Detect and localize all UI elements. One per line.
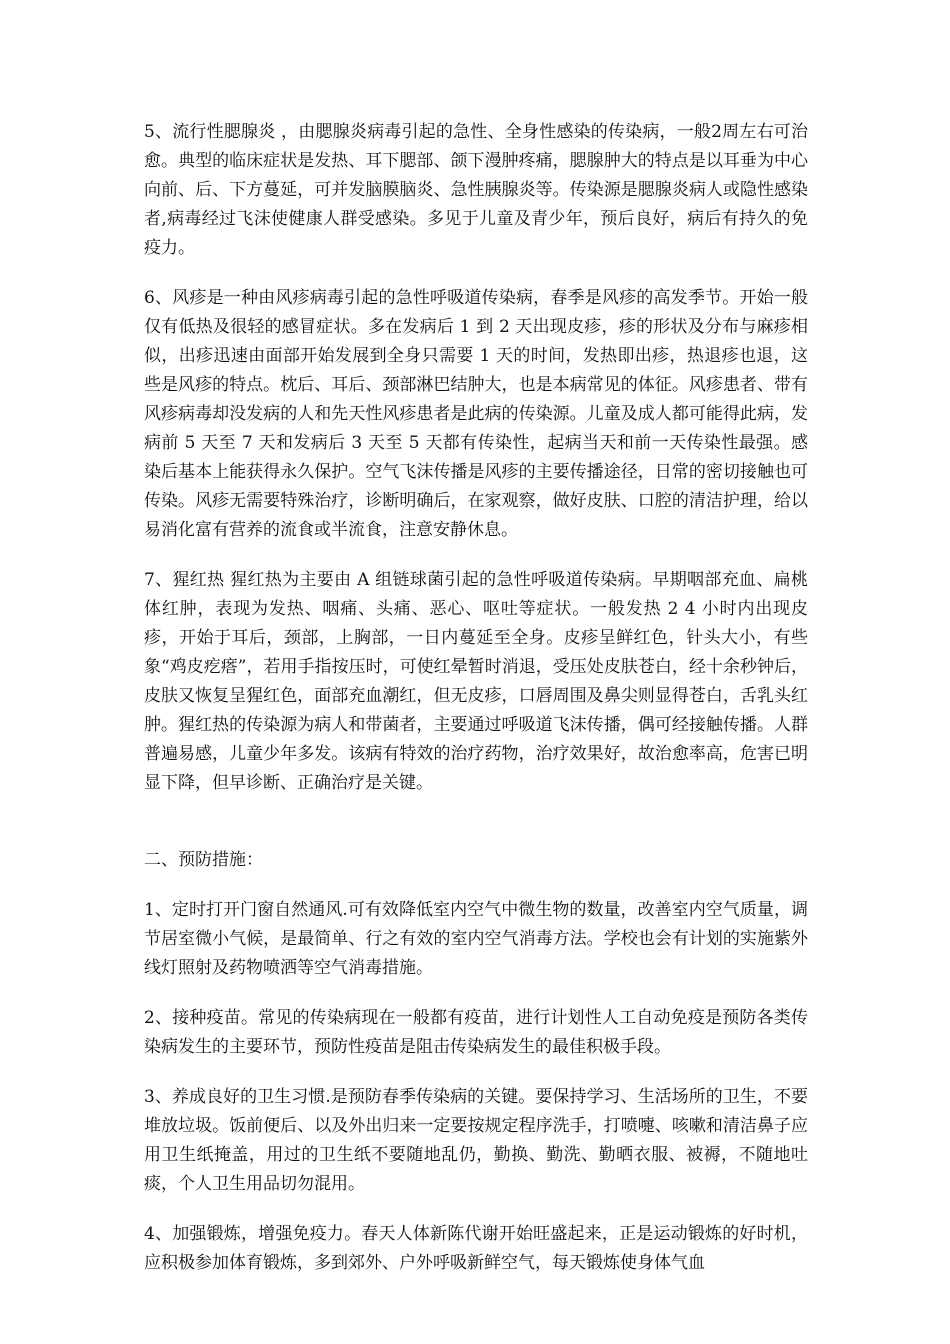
paragraph-scarlet-fever: 7、猩红热 猩红热为主要由 A 组链球菌引起的急性呼吸道传染病。早期咽部充血、扁桃体红肿，表现为发热、咽痛、头痛、恶心、呕吐等症状。一般发热 2 4 小时内出现皮疹，开始于耳后，颈部，上胸部，一日内蔓延至全身。皮疹呈鲜红色，针头大小，有些象“鸡皮疙瘩”，若用手指按压时，可使红晕暂时消退，受压处皮肤苍白，经十余秒钟后，皮肤又恢复呈猩红色，面部充血潮红，但无皮疹，口唇周围及鼻尖则显得苍白，舌乳头红肿。猩红热的传染源为病人和带菌者，主要通过呼吸道飞沫传播，偶可经接触传播。人群普遍易感，儿童少年多发。该病有特效的治疗药物，治疗效果好，故治愈率高，危害已明显下降，但早诊断、正确治疗是关键。 [144, 570, 808, 793]
measure-exercise: 4、加强锻炼，增强免疫力。春天人体新陈代谢开始旺盛起来，正是运动锻炼的好时机，应积极参加体育锻炼，多到郊外、户外呼吸新鲜空气，每天锻炼使身体气血 [144, 1224, 808, 1273]
document-page [144, 118, 808, 1299]
paragraph-mumps: 5、流行性腮腺炎 ，由腮腺炎病毒引起的急性、全身性感染的传染病，一般2周左右可治愈。典型的临床症状是发热、耳下腮部、颌下漫肿疼痛，腮腺肿大的特点是以耳垂为中心向前、后、下方蔓延，可并发脑膜脑炎、急性胰腺炎等。传染源是腮腺炎病人或隐性感染者,病毒经过飞沫使健康人群受感染。多见于儿童及青少年，预后良好，病后有持久的免疫力。 [144, 122, 808, 258]
measure-vaccination: 2、接种疫苗。常见的传染病现在一般都有疫苗，进行计划性人工自动免疫是预防各类传染病发生的主要环节，预防性疫苗是阻击传染病发生的最佳积极手段。 [144, 1008, 808, 1057]
section-heading-prevention: 二、预防措施： [144, 850, 263, 870]
paragraph-rubella: 6、风疹是一种由风疹病毒引起的急性呼吸道传染病，春季是风疹的高发季节。开始一般仅有低热及很轻的感冒症状。多在发病后 1 到 2 天出现皮疹，疹的形状及分布与麻疹相似，出疹迅速由面部开始发展到全身只需要 1 天的时间，发热即出疹，热退疹也退，这些是风疹的特点。枕后、耳后、颈部淋巴结肿大，也是本病常见的体征。风疹患者、带有风疹病毒却没发病的人和先天性风疹患者是此病的传染源。儿童及成人都可能得此病，发病前 5 天至 7 天和发病后 3 天至 5 天都有传染性，起病当天和前一天传染性最强。感染后基本上能获得永久保护。空气飞沫传播是风疹的主要传播途径，日常的密切接触也可传染。风疹无需要特殊治疗，诊断明确后，在家观察，做好皮肤、口腔的清洁护理，给以易消化富有营养的流食或半流食，注意安静休息。 [144, 288, 808, 540]
measure-ventilation: 1、定时打开门窗自然通风.可有效降低室内空气中微生物的数量，改善室内空气质量，调节居室微小气候，是最简单、行之有效的室内空气消毒方法。学校也会有计划的实施紫外线灯照射及药物喷洒等空气消毒措施。 [144, 900, 808, 978]
measure-hygiene: 3、养成良好的卫生习惯.是预防春季传染病的关键。要保持学习、生活场所的卫生，不要堆放垃圾。饭前便后、以及外出归来一定要按规定程序洗手，打喷嚏、咳嗽和清洁鼻子应用卫生纸掩盖，用过的卫生纸不要随地乱仍，勤换、勤洗、勤晒衣服、被褥，不随地吐痰，个人卫生用品切勿混用。 [144, 1087, 808, 1194]
